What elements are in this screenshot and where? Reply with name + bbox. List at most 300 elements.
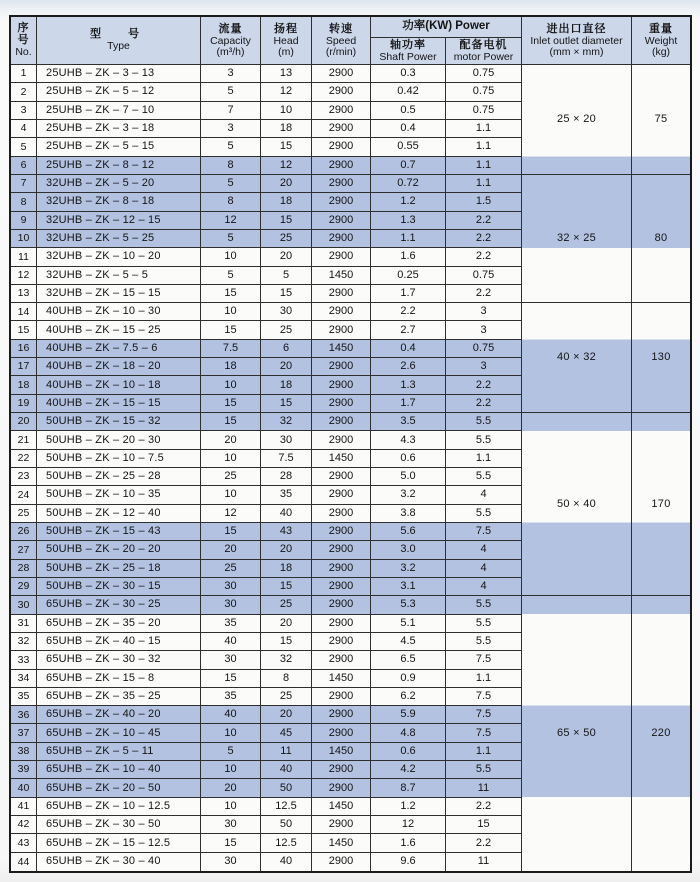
- shaft-power-cell: 3.5: [371, 413, 446, 431]
- type-cell: 65UHB – ZK – 5 – 11: [37, 743, 201, 761]
- type-cell: 25UHB – ZK – 7 – 10: [37, 102, 201, 120]
- motor-power-cell: 5.5: [446, 596, 522, 614]
- speed-cell: 2900: [312, 706, 371, 724]
- speed-cell: 2900: [312, 230, 371, 248]
- header-shaft-zh: 轴功率: [390, 38, 426, 51]
- motor-power-cell: 3: [446, 321, 522, 339]
- row-no-cell: 34: [11, 670, 37, 688]
- shaft-power-cell: 0.25: [371, 267, 446, 285]
- capacity-cell: 20: [201, 541, 261, 559]
- head-cell: 15: [261, 212, 312, 230]
- type-cell: 40UHB – ZK – 15 – 15: [37, 395, 201, 413]
- motor-power-cell: 3: [446, 303, 522, 321]
- shaft-power-cell: 1.7: [371, 395, 446, 413]
- type-cell: 50UHB – ZK – 25 – 18: [37, 560, 201, 578]
- head-cell: 40: [261, 761, 312, 779]
- head-cell: 20: [261, 706, 312, 724]
- speed-cell: 2900: [312, 468, 371, 486]
- header-speed-en: Speed: [325, 34, 357, 47]
- capacity-cell: 15: [201, 670, 261, 688]
- header-speed-zh: 转速: [329, 22, 353, 35]
- shaft-power-cell: 1.3: [371, 376, 446, 394]
- header-type-en: Type: [107, 40, 130, 53]
- type-cell: 40UHB – ZK – 10 – 18: [37, 376, 201, 394]
- type-cell: 25UHB – ZK – 5 – 15: [37, 138, 201, 156]
- capacity-cell: 12: [201, 212, 261, 230]
- head-cell: 35: [261, 486, 312, 504]
- speed-cell: 2900: [312, 138, 371, 156]
- shaft-power-cell: 0.42: [371, 83, 446, 101]
- speed-cell: 2900: [312, 651, 371, 669]
- row-no-cell: 23: [11, 468, 37, 486]
- row-no-cell: 18: [11, 376, 37, 394]
- speed-cell: 1450: [312, 267, 371, 285]
- motor-power-cell: 5.5: [446, 633, 522, 651]
- head-cell: 32: [261, 651, 312, 669]
- type-cell: 65UHB – ZK – 15 – 12.5: [37, 834, 201, 852]
- capacity-cell: 35: [201, 688, 261, 706]
- speed-cell: 2900: [312, 816, 371, 834]
- type-cell: 40UHB – ZK – 7.5 – 6: [37, 340, 201, 358]
- shaft-power-cell: 5.1: [371, 615, 446, 633]
- capacity-cell: 5: [201, 138, 261, 156]
- diameter-cell: 65 × 50: [522, 596, 632, 871]
- shaft-power-cell: 3.8: [371, 505, 446, 523]
- type-cell: 25UHB – ZK – 3 – 18: [37, 120, 201, 138]
- motor-power-cell: 4: [446, 560, 522, 578]
- speed-cell: 1450: [312, 450, 371, 468]
- capacity-cell: 25: [201, 560, 261, 578]
- shaft-power-cell: 6.5: [371, 651, 446, 669]
- shaft-power-cell: 5.9: [371, 706, 446, 724]
- shaft-power-cell: 0.3: [371, 65, 446, 83]
- head-cell: 18: [261, 120, 312, 138]
- head-cell: 20: [261, 615, 312, 633]
- shaft-power-cell: 5.0: [371, 468, 446, 486]
- capacity-cell: 5: [201, 743, 261, 761]
- type-cell: 50UHB – ZK – 15 – 43: [37, 523, 201, 541]
- row-no-cell: 10: [11, 230, 37, 248]
- header-no-zh2: 号: [17, 34, 30, 47]
- capacity-cell: 15: [201, 834, 261, 852]
- type-cell: 50UHB – ZK – 15 – 32: [37, 413, 201, 431]
- diameter-cell: 50 × 40: [522, 413, 632, 596]
- row-no-cell: 22: [11, 450, 37, 468]
- header-no-en: No.: [15, 46, 32, 59]
- type-cell: 25UHB – ZK – 3 – 13: [37, 65, 201, 83]
- row-no-cell: 11: [11, 248, 37, 266]
- header-diameter: [522, 17, 632, 65]
- motor-power-cell: 5.5: [446, 468, 522, 486]
- type-cell: 50UHB – ZK – 20 – 20: [37, 541, 201, 559]
- capacity-cell: 10: [201, 761, 261, 779]
- speed-cell: 2900: [312, 505, 371, 523]
- shaft-power-cell: 2.6: [371, 358, 446, 376]
- row-no-cell: 8: [11, 193, 37, 211]
- speed-cell: 1450: [312, 670, 371, 688]
- shaft-power-cell: 4.8: [371, 724, 446, 742]
- type-cell: 50UHB – ZK – 20 – 30: [37, 431, 201, 449]
- motor-power-cell: 4: [446, 486, 522, 504]
- head-cell: 50: [261, 816, 312, 834]
- motor-power-cell: 2.2: [446, 285, 522, 303]
- head-cell: 15: [261, 395, 312, 413]
- header-diameter-en: Inlet outlet diameter: [530, 34, 623, 47]
- type-cell: 32UHB – ZK – 15 – 15: [37, 285, 201, 303]
- speed-cell: 2900: [312, 65, 371, 83]
- head-cell: 25: [261, 596, 312, 614]
- speed-cell: 2900: [312, 193, 371, 211]
- speed-cell: 1450: [312, 743, 371, 761]
- header-head-unit: (m): [278, 46, 294, 58]
- capacity-cell: 10: [201, 450, 261, 468]
- head-cell: 20: [261, 541, 312, 559]
- header-speed-unit: (r/min): [325, 46, 357, 58]
- shaft-power-cell: 5.3: [371, 596, 446, 614]
- capacity-cell: 7: [201, 102, 261, 120]
- type-cell: 65UHB – ZK – 35 – 25: [37, 688, 201, 706]
- type-cell: 32UHB – ZK – 8 – 18: [37, 193, 201, 211]
- motor-power-cell: 11: [446, 853, 522, 871]
- head-cell: 15: [261, 633, 312, 651]
- capacity-cell: 10: [201, 248, 261, 266]
- row-no-cell: 44: [11, 853, 37, 871]
- row-no-cell: 16: [11, 340, 37, 358]
- row-no-cell: 35: [11, 688, 37, 706]
- pump-spec-table: [9, 15, 692, 873]
- header-capacity: [201, 17, 261, 65]
- shaft-power-cell: 2.2: [371, 303, 446, 321]
- row-no-cell: 37: [11, 724, 37, 742]
- capacity-cell: 25: [201, 468, 261, 486]
- speed-cell: 2900: [312, 596, 371, 614]
- capacity-cell: 10: [201, 303, 261, 321]
- speed-cell: 2900: [312, 779, 371, 797]
- shaft-power-cell: 0.4: [371, 340, 446, 358]
- diameter-cell: 32 × 25: [522, 175, 632, 303]
- motor-power-cell: 4: [446, 541, 522, 559]
- head-cell: 28: [261, 468, 312, 486]
- speed-cell: 2900: [312, 413, 371, 431]
- motor-power-cell: 2.2: [446, 376, 522, 394]
- diameter-cell: 40 × 32: [522, 303, 632, 413]
- speed-cell: 2900: [312, 358, 371, 376]
- capacity-cell: 3: [201, 120, 261, 138]
- shaft-power-cell: 0.9: [371, 670, 446, 688]
- type-cell: 32UHB – ZK – 5 – 20: [37, 175, 201, 193]
- shaft-power-cell: 0.4: [371, 120, 446, 138]
- capacity-cell: 40: [201, 706, 261, 724]
- capacity-cell: 30: [201, 596, 261, 614]
- row-no-cell: 28: [11, 560, 37, 578]
- speed-cell: 2900: [312, 486, 371, 504]
- shaft-power-cell: 3.0: [371, 541, 446, 559]
- shaft-power-cell: 1.1: [371, 230, 446, 248]
- motor-power-cell: 1.1: [446, 450, 522, 468]
- row-no-cell: 6: [11, 157, 37, 175]
- row-no-cell: 9: [11, 212, 37, 230]
- capacity-cell: 15: [201, 523, 261, 541]
- motor-power-cell: 2.2: [446, 834, 522, 852]
- head-cell: 18: [261, 376, 312, 394]
- capacity-cell: 10: [201, 376, 261, 394]
- shaft-power-cell: 3.1: [371, 578, 446, 596]
- speed-cell: 2900: [312, 853, 371, 871]
- shaft-power-cell: 8.7: [371, 779, 446, 797]
- shaft-power-cell: 0.5: [371, 102, 446, 120]
- header-head-zh: 扬程: [274, 22, 298, 35]
- speed-cell: 2900: [312, 578, 371, 596]
- head-cell: 11: [261, 743, 312, 761]
- header-weight-en: Weight: [644, 34, 678, 47]
- row-no-cell: 1: [11, 65, 37, 83]
- type-cell: 40UHB – ZK – 18 – 20: [37, 358, 201, 376]
- head-cell: 12: [261, 157, 312, 175]
- motor-power-cell: 2.2: [446, 248, 522, 266]
- shaft-power-cell: 3.2: [371, 560, 446, 578]
- shaft-power-cell: 1.3: [371, 212, 446, 230]
- speed-cell: 2900: [312, 83, 371, 101]
- speed-cell: 2900: [312, 285, 371, 303]
- type-cell: 65UHB – ZK – 30 – 40: [37, 853, 201, 871]
- type-cell: 65UHB – ZK – 10 – 40: [37, 761, 201, 779]
- motor-power-cell: 0.75: [446, 102, 522, 120]
- type-cell: 65UHB – ZK – 10 – 45: [37, 724, 201, 742]
- speed-cell: 1450: [312, 834, 371, 852]
- row-no-cell: 26: [11, 523, 37, 541]
- header-diameter-unit: (mm × mm): [549, 46, 604, 58]
- motor-power-cell: 11: [446, 779, 522, 797]
- motor-power-cell: 2.2: [446, 230, 522, 248]
- speed-cell: 2900: [312, 560, 371, 578]
- shaft-power-cell: 1.6: [371, 834, 446, 852]
- capacity-cell: 5: [201, 175, 261, 193]
- speed-cell: 2900: [312, 157, 371, 175]
- row-no-cell: 12: [11, 267, 37, 285]
- header-shaft-en: Shaft Power: [379, 50, 437, 63]
- type-cell: 25UHB – ZK – 5 – 12: [37, 83, 201, 101]
- weight-cell: 80: [632, 175, 690, 303]
- header-type: [37, 17, 201, 65]
- capacity-cell: 30: [201, 651, 261, 669]
- row-no-cell: 40: [11, 779, 37, 797]
- header-weight-unit: (kg): [651, 46, 671, 58]
- speed-cell: 2900: [312, 761, 371, 779]
- head-cell: 5: [261, 267, 312, 285]
- capacity-cell: 3: [201, 65, 261, 83]
- motor-power-cell: 1.1: [446, 120, 522, 138]
- row-no-cell: 43: [11, 834, 37, 852]
- capacity-cell: 10: [201, 724, 261, 742]
- row-no-cell: 14: [11, 303, 37, 321]
- head-cell: 12.5: [261, 798, 312, 816]
- row-no-cell: 7: [11, 175, 37, 193]
- row-no-cell: 13: [11, 285, 37, 303]
- type-cell: 65UHB – ZK – 20 – 50: [37, 779, 201, 797]
- motor-power-cell: 7.5: [446, 706, 522, 724]
- head-cell: 10: [261, 102, 312, 120]
- speed-cell: 2900: [312, 321, 371, 339]
- speed-cell: 2900: [312, 395, 371, 413]
- header-shaft-power: [371, 38, 446, 65]
- header-power-group: [371, 17, 522, 38]
- type-cell: 40UHB – ZK – 10 – 30: [37, 303, 201, 321]
- motor-power-cell: 1.1: [446, 157, 522, 175]
- type-cell: 32UHB – ZK – 5 – 5: [37, 267, 201, 285]
- motor-power-cell: 7.5: [446, 724, 522, 742]
- capacity-cell: 7.5: [201, 340, 261, 358]
- type-cell: 50UHB – ZK – 25 – 28: [37, 468, 201, 486]
- head-cell: 30: [261, 303, 312, 321]
- head-cell: 18: [261, 560, 312, 578]
- type-cell: 65UHB – ZK – 10 – 12.5: [37, 798, 201, 816]
- type-cell: 50UHB – ZK – 10 – 35: [37, 486, 201, 504]
- head-cell: 32: [261, 413, 312, 431]
- speed-cell: 2900: [312, 615, 371, 633]
- speed-cell: 2900: [312, 688, 371, 706]
- header-weight: [632, 17, 690, 65]
- head-cell: 15: [261, 578, 312, 596]
- type-cell: 65UHB – ZK – 30 – 25: [37, 596, 201, 614]
- header-motor-zh: 配备电机: [459, 38, 508, 51]
- capacity-cell: 30: [201, 578, 261, 596]
- head-cell: 8: [261, 670, 312, 688]
- type-cell: 65UHB – ZK – 15 – 8: [37, 670, 201, 688]
- shaft-power-cell: 0.6: [371, 743, 446, 761]
- type-cell: 50UHB – ZK – 10 – 7.5: [37, 450, 201, 468]
- shaft-power-cell: 0.72: [371, 175, 446, 193]
- row-no-cell: 15: [11, 321, 37, 339]
- row-no-cell: 21: [11, 431, 37, 449]
- motor-power-cell: 2.2: [446, 798, 522, 816]
- shaft-power-cell: 0.7: [371, 157, 446, 175]
- header-power-group-label: 功率(KW) Power: [402, 20, 490, 33]
- shaft-power-cell: 4.3: [371, 431, 446, 449]
- motor-power-cell: 3: [446, 358, 522, 376]
- row-no-cell: 4: [11, 120, 37, 138]
- head-cell: 15: [261, 285, 312, 303]
- speed-cell: 2900: [312, 523, 371, 541]
- header-diameter-zh: 进出口直径: [546, 22, 607, 35]
- capacity-cell: 12: [201, 505, 261, 523]
- shaft-power-cell: 4.5: [371, 633, 446, 651]
- capacity-cell: 20: [201, 431, 261, 449]
- head-cell: 15: [261, 138, 312, 156]
- head-cell: 40: [261, 505, 312, 523]
- row-no-cell: 24: [11, 486, 37, 504]
- row-no-cell: 42: [11, 816, 37, 834]
- motor-power-cell: 0.75: [446, 65, 522, 83]
- speed-cell: 2900: [312, 541, 371, 559]
- type-cell: 32UHB – ZK – 12 – 15: [37, 212, 201, 230]
- speed-cell: 1450: [312, 340, 371, 358]
- row-no-cell: 17: [11, 358, 37, 376]
- header-no-zh1: 序: [17, 22, 30, 35]
- speed-cell: 2900: [312, 633, 371, 651]
- speed-cell: 2900: [312, 248, 371, 266]
- weight-cell: 130: [632, 303, 690, 413]
- speed-cell: 1450: [312, 798, 371, 816]
- type-cell: 65UHB – ZK – 30 – 32: [37, 651, 201, 669]
- shaft-power-cell: 1.7: [371, 285, 446, 303]
- row-no-cell: 25: [11, 505, 37, 523]
- head-cell: 25: [261, 321, 312, 339]
- motor-power-cell: 5.5: [446, 761, 522, 779]
- type-cell: 25UHB – ZK – 8 – 12: [37, 157, 201, 175]
- head-cell: 12.5: [261, 834, 312, 852]
- header-motor-en: motor Power: [453, 50, 514, 63]
- motor-power-cell: 4: [446, 578, 522, 596]
- row-no-cell: 36: [11, 706, 37, 724]
- row-no-cell: 5: [11, 138, 37, 156]
- motor-power-cell: 5.5: [446, 413, 522, 431]
- head-cell: 40: [261, 853, 312, 871]
- weight-cell: 170: [632, 413, 690, 596]
- row-no-cell: 39: [11, 761, 37, 779]
- speed-cell: 2900: [312, 431, 371, 449]
- shaft-power-cell: 4.2: [371, 761, 446, 779]
- header-type-zh: 型 号: [90, 28, 147, 41]
- row-no-cell: 31: [11, 615, 37, 633]
- capacity-cell: 30: [201, 853, 261, 871]
- row-no-cell: 33: [11, 651, 37, 669]
- motor-power-cell: 7.5: [446, 688, 522, 706]
- speed-cell: 2900: [312, 102, 371, 120]
- motor-power-cell: 1.5: [446, 193, 522, 211]
- header-no: [11, 17, 37, 65]
- type-cell: 50UHB – ZK – 12 – 40: [37, 505, 201, 523]
- capacity-cell: 15: [201, 285, 261, 303]
- shaft-power-cell: 1.2: [371, 193, 446, 211]
- header-head: [261, 17, 312, 65]
- head-cell: 12: [261, 83, 312, 101]
- capacity-cell: 15: [201, 395, 261, 413]
- motor-power-cell: 5.5: [446, 431, 522, 449]
- row-no-cell: 3: [11, 102, 37, 120]
- weight-cell: 75: [632, 65, 690, 175]
- head-cell: 25: [261, 688, 312, 706]
- motor-power-cell: 15: [446, 816, 522, 834]
- type-cell: 65UHB – ZK – 35 – 20: [37, 615, 201, 633]
- head-cell: 6: [261, 340, 312, 358]
- row-no-cell: 41: [11, 798, 37, 816]
- shaft-power-cell: 1.2: [371, 798, 446, 816]
- speed-cell: 2900: [312, 376, 371, 394]
- shaft-power-cell: 12: [371, 816, 446, 834]
- capacity-cell: 20: [201, 779, 261, 797]
- header-speed: [312, 17, 371, 65]
- row-no-cell: 2: [11, 83, 37, 101]
- type-cell: 40UHB – ZK – 15 – 25: [37, 321, 201, 339]
- head-cell: 30: [261, 431, 312, 449]
- head-cell: 20: [261, 175, 312, 193]
- row-no-cell: 20: [11, 413, 37, 431]
- motor-power-cell: 7.5: [446, 523, 522, 541]
- motor-power-cell: 0.75: [446, 267, 522, 285]
- head-cell: 13: [261, 65, 312, 83]
- motor-power-cell: 1.1: [446, 175, 522, 193]
- motor-power-cell: 0.75: [446, 340, 522, 358]
- head-cell: 45: [261, 724, 312, 742]
- shaft-power-cell: 1.6: [371, 248, 446, 266]
- capacity-cell: 15: [201, 413, 261, 431]
- header-capacity-unit: (m³/h): [216, 46, 245, 58]
- head-cell: 43: [261, 523, 312, 541]
- speed-cell: 2900: [312, 120, 371, 138]
- row-no-cell: 32: [11, 633, 37, 651]
- type-cell: 32UHB – ZK – 10 – 20: [37, 248, 201, 266]
- type-cell: 65UHB – ZK – 40 – 15: [37, 633, 201, 651]
